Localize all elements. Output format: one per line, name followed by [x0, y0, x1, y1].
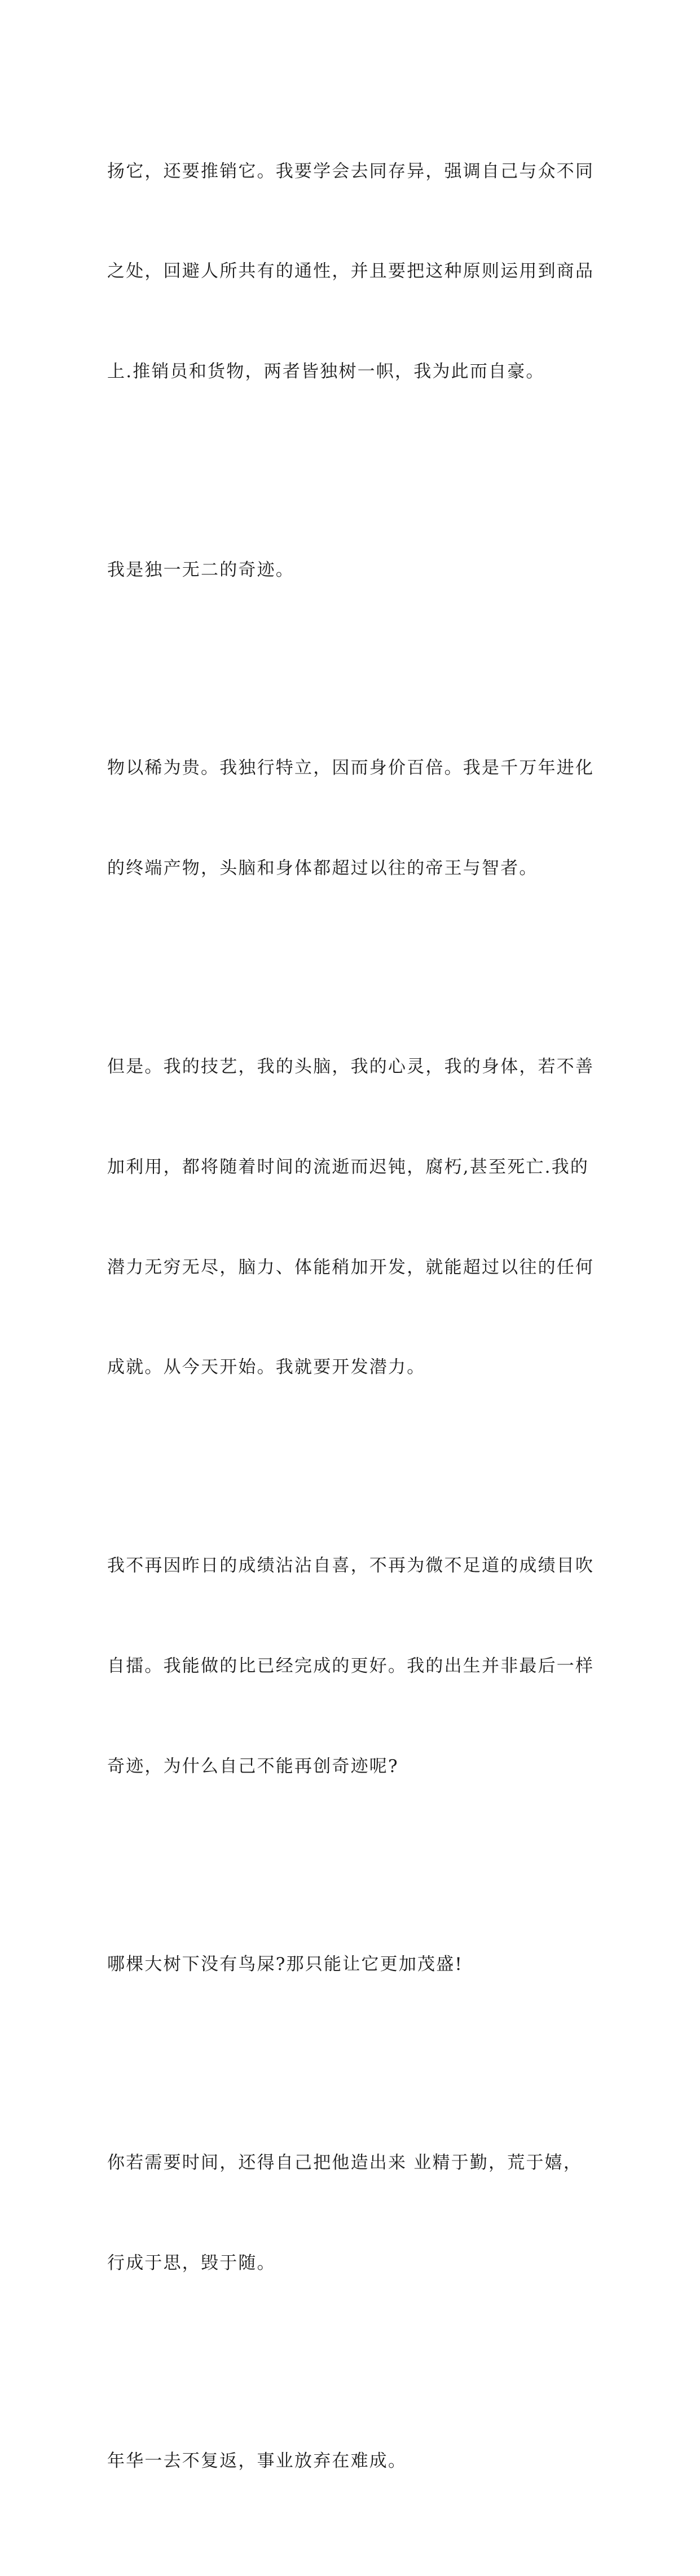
paragraph-7	[107, 2079, 598, 2347]
text-line: 你若需要时间，还得自己把他造出来 业精于勤，荒于嬉，	[107, 2152, 583, 2173]
text-line: 的终端产物，头脑和身体都超过以往的帝王与智者。	[107, 858, 538, 879]
text-line: 我不再因昨日的成绩沾沾自喜，不再为微不足道的成绩目吹	[107, 1555, 595, 1576]
text-line: 之处，回避人所共有的通性，并且要把这种原则运用到商品	[107, 261, 595, 282]
paragraph-5	[107, 1482, 598, 1850]
text-line: 年华一去不复返，事业放弃在难成。	[107, 2451, 407, 2471]
text-line: 但是。我的技艺，我的头脑，我的心灵，我的身体，若不善	[107, 1056, 595, 1077]
document-body	[107, 88, 598, 2576]
text-line: 加利用，都将随着时间的流逝而迟钝，腐朽,甚至死亡.我的	[107, 1156, 589, 1177]
text-line: 奇迹，为什么自己不能再创奇迹呢?	[107, 1756, 399, 1777]
paragraph-3	[107, 685, 598, 952]
paragraph-6	[107, 1881, 598, 2048]
text-line: 上.推销员和货物，两者皆独树一帜，我为此而自豪。	[107, 361, 545, 382]
paragraph-2	[107, 487, 598, 653]
text-line: 行成于思，毁于随。	[107, 2252, 276, 2273]
text-line: 扬它，还要推销它。我要学会去同存异，强调自己与众不同	[107, 161, 595, 182]
text-line: 物以稀为贵。我独行特立，因而身价百倍。我是千万年进化	[107, 758, 595, 779]
paragraph-4	[107, 983, 598, 1451]
paragraph-1	[107, 88, 598, 456]
paragraph-8	[107, 2378, 598, 2544]
text-line: 哪棵大树下没有鸟屎?那只能让它更加茂盛!	[107, 1954, 464, 1975]
text-line: 潜力无穷无尽，脑力、体能稍加开发，就能超过以往的任何	[107, 1257, 595, 1278]
text-line: 成就。从今天开始。我就要开发潜力。	[107, 1357, 426, 1378]
text-line: 我是独一无二的奇迹。	[107, 559, 294, 580]
text-line: 自擂。我能做的比已经完成的更好。我的出生并非最后一样	[107, 1655, 595, 1676]
